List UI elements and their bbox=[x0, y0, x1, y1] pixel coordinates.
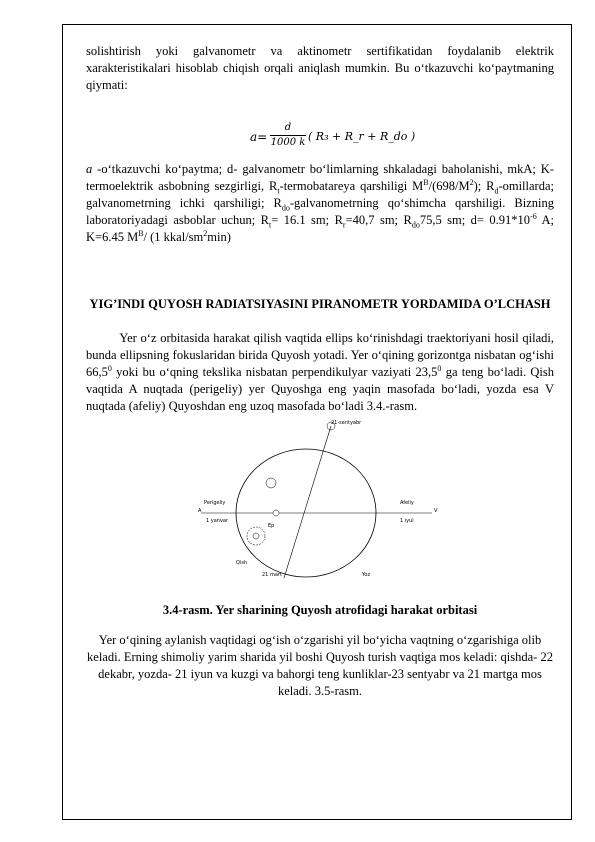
earth-orbit-small bbox=[247, 527, 265, 545]
figure-caption: 3.4-rasm. Yer sharining Quyosh atrofidagi harakat orbitasi bbox=[162, 603, 478, 617]
label-ep: Ep bbox=[268, 523, 275, 529]
label-1-yanvar: 1 yanvar bbox=[206, 518, 229, 524]
earth-left bbox=[266, 478, 276, 488]
label-1-iyul: 1 iyul bbox=[400, 518, 414, 524]
paragraph-seasons: Yer o‘qining aylanish vaqtidagi og‘ish o‘zgarishi yil bo‘yicha vaqtning o‘zgarishiga olib keladi. Erning shimoliy yarim sharida yil boshi Quyosh turish vaqtiga mos keladi: qishda- 22 dekabr, yozda- 21 iyun va kuzgi va bahorgi teng kunliklar-23 sentyabr va 21 martga mos keladi. 3.5-rasm. bbox=[87, 633, 553, 698]
label-perigeliy: Perigeliy bbox=[204, 500, 226, 506]
sun-icon bbox=[273, 510, 279, 516]
formula-denominator: 1000 k bbox=[270, 137, 306, 148]
paragraph-intro: solishtirish yoki galvanometr va aktinometr sertifikatidan foydalanib elektrik xarakteristikalari hisoblab chiqish orqali aniqlash mumkin. Bu o‘tkazuvchi ko‘paytmaning qiymati: bbox=[86, 44, 554, 92]
paragraph-orbit: Yer o‘z orbitasida harakat qilish vaqtida ellips ko‘rinishdagi traektoriyani hosil qiladi, bunda ellipsning fokuslaridan birida Quyosh yotadi. Yer o‘qining gorizontga nisbatan og‘ishi 66,5$^0$ yoki bu o‘qning tekslika nisbatan perpendikulyar vaziyati 23,5$^0$ ga teng bo‘ladi. Qish vaqtida A nuqtada (perigeliy) yer Quyoshga eng yaqin masofada bo‘ladi, yozda esa V nuqtada (afeliy) Quyoshdan eng uzoq masofada bo‘ladi 3.4.-rasm. bbox=[86, 331, 555, 413]
label-a: A bbox=[198, 508, 202, 514]
section-heading: YIG’INDI QUYOSH RADIATSIYASINI PIRANOMETR YORDAMIDA O’LCHASH bbox=[89, 297, 551, 311]
formula-fraction bbox=[270, 122, 306, 149]
label-top: 21-sentyabr bbox=[331, 420, 362, 426]
formula-numerator: d bbox=[284, 122, 292, 133]
orbit-figure bbox=[196, 418, 446, 580]
fraction-bar bbox=[270, 135, 306, 136]
label-v: V bbox=[434, 508, 438, 514]
label-21-mart: 21 mart bbox=[262, 572, 282, 578]
earth-small bbox=[253, 533, 259, 539]
label-afeliy: Afeliy bbox=[400, 500, 414, 506]
formula bbox=[250, 122, 450, 152]
formula-rhs: ( R₃ + R_r + R_do ) bbox=[308, 130, 416, 143]
label-yoz: Yoz bbox=[362, 572, 371, 578]
label-qish: Qish bbox=[236, 560, 248, 566]
paragraph-definitions: a -o‘tkazuvchi ko‘paytma; d- galvanometr bo‘limlarning shkaladagi baholanishi, mkA; K- termoelektrik asbobning sezgirligi, $R_t$-termobatareya qarshiligi $M^B/(698/M^2)$; $R_d$-omillarda; galvanometrning ichki qarshiligi; $R_{do}$-galvanometrning qo‘shimcha qarshiligi. Bizning laboratoriyadagi asboblar uchun; $R_t= 16.1$ sm; $R_r=40,7$ sm; $R_{do}75,5$ sm; $d= 0.91*10^{-6}$ A; K=6.45 $M^B/$ (1 kkal/$sm^2\min$) bbox=[86, 162, 554, 244]
formula-lhs: a= bbox=[250, 130, 268, 144]
